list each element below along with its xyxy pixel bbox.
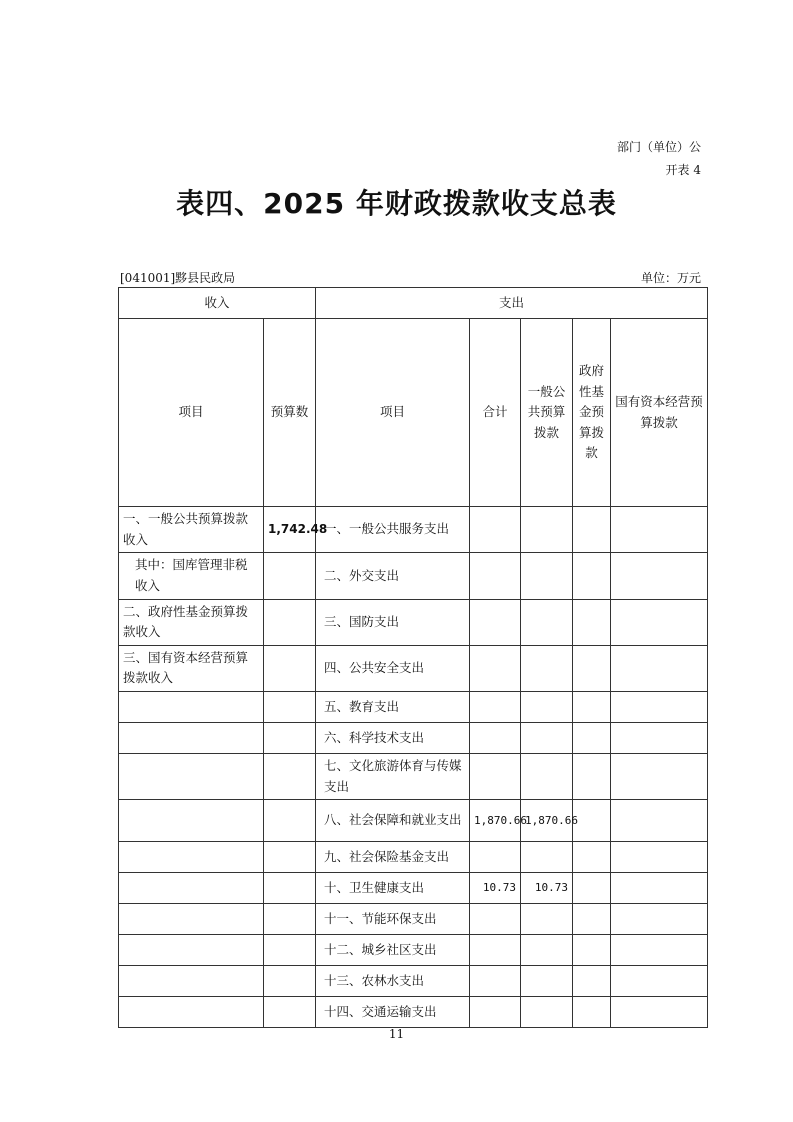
general-cell	[521, 842, 573, 873]
income-amount-cell	[264, 997, 316, 1028]
page-number: 11	[388, 1027, 405, 1041]
fund-cell	[573, 966, 611, 997]
expense-state-header: 国有资本经营预算拨款	[611, 319, 708, 507]
income-item-cell: 其中：国库管理非税收入	[119, 553, 264, 599]
general-cell	[521, 997, 573, 1028]
table-row	[119, 553, 708, 599]
total-cell	[470, 599, 521, 645]
column-header-row	[119, 319, 708, 507]
income-item-cell	[119, 873, 264, 904]
table-row	[119, 507, 708, 553]
fund-cell	[573, 873, 611, 904]
fund-cell	[573, 997, 611, 1028]
income-item-cell: 一、一般公共预算拨款收入	[119, 507, 264, 553]
expense-general-header: 一般公共预算拨款	[521, 319, 573, 507]
expense-item-header: 项目	[316, 319, 470, 507]
table-row	[119, 692, 708, 723]
expense-item-cell: 一、一般公共服务支出	[316, 507, 470, 553]
general-cell	[521, 507, 573, 553]
income-amount-cell	[264, 873, 316, 904]
page-title: 表四、2025 年财政拨款收支总表	[176, 187, 617, 220]
income-item-cell	[119, 997, 264, 1028]
fund-cell	[573, 553, 611, 599]
expense-item-cell: 四、公共安全支出	[316, 645, 470, 691]
total-cell	[470, 842, 521, 873]
income-amount-cell	[264, 692, 316, 723]
total-cell	[470, 904, 521, 935]
expense-item-cell: 八、社会保障和就业支出	[316, 800, 470, 842]
income-item-cell	[119, 935, 264, 966]
general-cell	[521, 553, 573, 599]
general-cell	[521, 754, 573, 800]
fund-cell	[573, 935, 611, 966]
unit-label: 单位：万元	[640, 271, 701, 285]
expense-item-cell: 三、国防支出	[316, 599, 470, 645]
fund-cell	[573, 800, 611, 842]
state-cell	[611, 904, 708, 935]
header-note-line1: 部门（单位）公	[616, 140, 701, 154]
general-cell	[521, 935, 573, 966]
fund-cell	[573, 599, 611, 645]
general-cell	[521, 692, 573, 723]
expense-item-cell: 十一、节能环保支出	[316, 904, 470, 935]
expense-item-cell: 二、外交支出	[316, 553, 470, 599]
table-row	[119, 800, 708, 842]
general-cell	[521, 966, 573, 997]
income-amount-cell	[264, 966, 316, 997]
income-amount-cell	[264, 553, 316, 599]
income-amount-cell	[264, 904, 316, 935]
table-row	[119, 842, 708, 873]
total-cell: 1,870.66	[470, 800, 521, 842]
general-cell: 1,870.66	[521, 800, 573, 842]
expense-group-header: 支出	[316, 288, 708, 319]
expense-fund-header: 政府性基金预算拨款	[573, 319, 611, 507]
general-cell: 10.73	[521, 873, 573, 904]
expense-item-cell: 十四、交通运输支出	[316, 997, 470, 1028]
state-cell	[611, 723, 708, 754]
header-note-line2: 开表 4	[665, 163, 701, 177]
state-cell	[611, 997, 708, 1028]
total-cell	[470, 645, 521, 691]
income-amount-cell	[264, 754, 316, 800]
income-group-header: 收入	[119, 288, 316, 319]
table-row	[119, 997, 708, 1028]
general-cell	[521, 904, 573, 935]
table-row	[119, 935, 708, 966]
general-cell	[521, 599, 573, 645]
state-cell	[611, 599, 708, 645]
total-cell	[470, 723, 521, 754]
fund-cell	[573, 645, 611, 691]
expense-item-cell: 九、社会保险基金支出	[316, 842, 470, 873]
total-cell	[470, 966, 521, 997]
total-cell	[470, 507, 521, 553]
table-row	[119, 873, 708, 904]
income-amount-cell	[264, 599, 316, 645]
state-cell	[611, 966, 708, 997]
fund-cell	[573, 842, 611, 873]
state-cell	[611, 873, 708, 904]
state-cell	[611, 692, 708, 723]
fund-cell	[573, 692, 611, 723]
table-row	[119, 966, 708, 997]
fiscal-table	[118, 287, 708, 1028]
table-row	[119, 599, 708, 645]
income-amount-cell	[264, 800, 316, 842]
state-cell	[611, 553, 708, 599]
income-amount-cell	[264, 842, 316, 873]
expense-total-header: 合计	[470, 319, 521, 507]
fund-cell	[573, 754, 611, 800]
state-cell	[611, 842, 708, 873]
total-cell	[470, 935, 521, 966]
income-amount-cell	[264, 935, 316, 966]
income-item-cell	[119, 842, 264, 873]
group-header-row	[119, 288, 708, 319]
income-amount-cell	[264, 645, 316, 691]
income-item-cell	[119, 754, 264, 800]
income-item-cell	[119, 723, 264, 754]
total-cell	[470, 692, 521, 723]
total-cell	[470, 553, 521, 599]
state-cell	[611, 645, 708, 691]
income-item-cell: 三、国有资本经营预算拨款收入	[119, 645, 264, 691]
fund-cell	[573, 904, 611, 935]
income-item-header: 项目	[119, 319, 264, 507]
income-amount-cell: 1,742.48	[264, 507, 316, 553]
income-item-cell	[119, 904, 264, 935]
total-cell	[470, 997, 521, 1028]
expense-item-cell: 十二、城乡社区支出	[316, 935, 470, 966]
state-cell	[611, 800, 708, 842]
table-row	[119, 904, 708, 935]
table-row	[119, 645, 708, 691]
income-amount-cell	[264, 723, 316, 754]
income-item-cell: 二、政府性基金预算拨款收入	[119, 599, 264, 645]
income-budget-header: 预算数	[264, 319, 316, 507]
expense-item-cell: 六、科学技术支出	[316, 723, 470, 754]
total-cell	[470, 754, 521, 800]
expense-item-cell: 五、教育支出	[316, 692, 470, 723]
fund-cell	[573, 507, 611, 553]
state-cell	[611, 754, 708, 800]
income-item-cell	[119, 966, 264, 997]
table-row	[119, 754, 708, 800]
unit-code: [041001]黟县民政局	[120, 271, 236, 285]
income-item-cell	[119, 800, 264, 842]
state-cell	[611, 507, 708, 553]
expense-item-cell: 十、卫生健康支出	[316, 873, 470, 904]
fund-cell	[573, 723, 611, 754]
general-cell	[521, 723, 573, 754]
expense-item-cell: 十三、农林水支出	[316, 966, 470, 997]
income-item-cell	[119, 692, 264, 723]
total-cell: 10.73	[470, 873, 521, 904]
table-row	[119, 723, 708, 754]
expense-item-cell: 七、文化旅游体育与传媒支出	[316, 754, 470, 800]
general-cell	[521, 645, 573, 691]
state-cell	[611, 935, 708, 966]
